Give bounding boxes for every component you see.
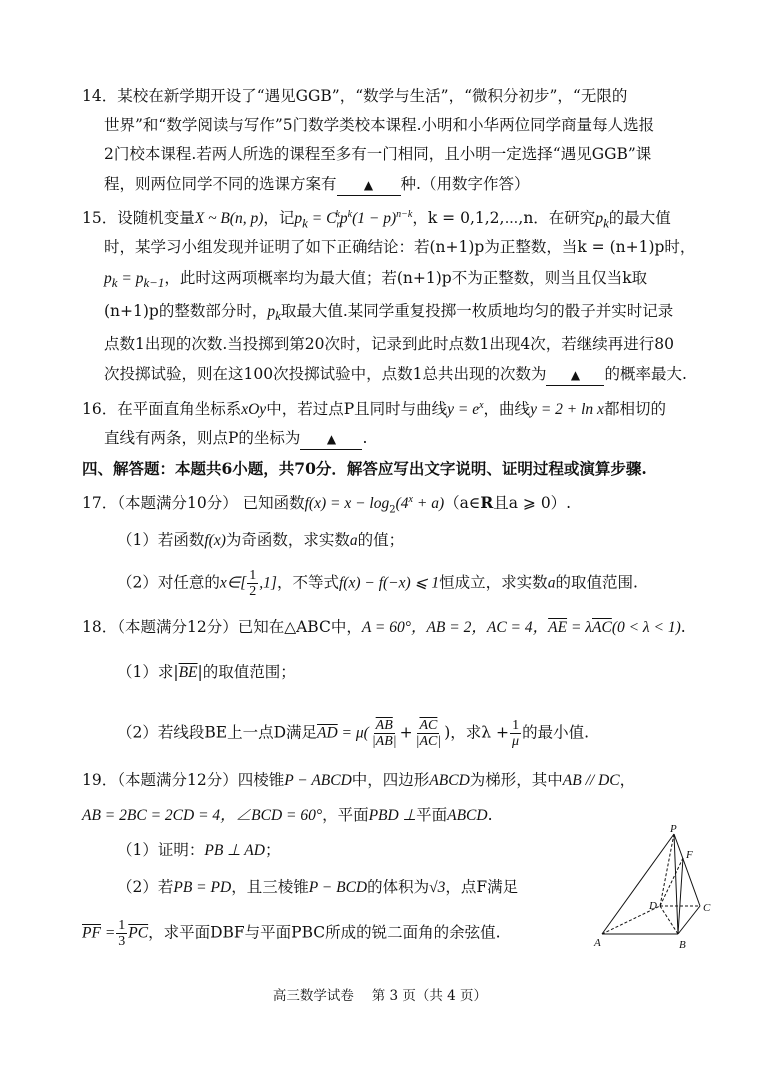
q17-text: 17．（本题满分10分） 已知函数 bbox=[82, 494, 305, 513]
math: xOy bbox=[241, 401, 267, 419]
math: |AB| bbox=[371, 734, 397, 749]
q17-line-1 bbox=[82, 490, 571, 520]
q18-text: |的取值范围； bbox=[197, 663, 296, 681]
math: p bbox=[104, 270, 112, 287]
answer-blank-16 bbox=[300, 429, 362, 450]
q18-part-2 bbox=[117, 718, 589, 749]
q17-part-2 bbox=[117, 568, 638, 599]
label-C: C bbox=[703, 902, 711, 914]
fraction bbox=[247, 568, 258, 599]
math: P − BCD bbox=[308, 879, 368, 896]
q16-text: . bbox=[362, 429, 368, 447]
triangle-icon: ▲ bbox=[363, 178, 374, 192]
q16-text: 都相切的 bbox=[603, 400, 666, 419]
numerator: 1 bbox=[249, 568, 257, 583]
q19-text: 19．（本题满分12分）四棱锥 bbox=[82, 771, 285, 789]
answer-blank-15 bbox=[546, 365, 604, 386]
math: k bbox=[603, 215, 609, 231]
vector: $\overline{BE}$ bbox=[178, 664, 198, 681]
q18-text: . bbox=[680, 618, 686, 636]
math: n bbox=[336, 219, 342, 231]
math: + a) bbox=[413, 495, 445, 513]
q16-text: 直线有两条，则点P的坐标为 bbox=[104, 429, 301, 447]
page-footer: 高三数学试卷 第 3 页（共 4 页） bbox=[272, 988, 488, 1004]
math: X ~ B(n, p) bbox=[194, 210, 264, 228]
edge-FB bbox=[678, 858, 683, 934]
q19-text: ，且三棱锥 bbox=[231, 878, 309, 896]
numerator: 1 bbox=[118, 918, 126, 933]
q17-text: 的取值范围. bbox=[555, 573, 638, 592]
q19-text: （1）证明： bbox=[117, 841, 205, 859]
section-heading: 四、解答题：本题共6小题，共70分．解答应写出文字说明、证明过程或演算步骤. bbox=[82, 459, 647, 478]
q14-line-2: 世界”和“数学阅读与写作”5门数学类校本课程.小明和小华两位同学商量每人选报 bbox=[104, 116, 655, 134]
math: PB = PD bbox=[173, 879, 232, 896]
math: k−1 bbox=[143, 275, 165, 291]
math: y = 2 + ln x bbox=[530, 401, 604, 419]
math: x bbox=[408, 494, 413, 505]
q18-text: （2）若线段BE上一点D满足 bbox=[117, 723, 317, 742]
q19-text: ； bbox=[264, 841, 281, 859]
math: AB = 2BC = 2CD = 4，∠BCD = 60° bbox=[82, 807, 323, 824]
math: k bbox=[302, 215, 308, 231]
math: 2 bbox=[389, 504, 396, 516]
vector: $\overline{PF}$ bbox=[82, 924, 101, 942]
q18-part-1 bbox=[117, 662, 296, 683]
q15-text: 取最大值.某同学重复投掷一枚质地均匀的骰子并实时记录 bbox=[280, 302, 674, 320]
vector: $\overline{AC}$ bbox=[419, 718, 438, 733]
math: n−k bbox=[396, 209, 413, 220]
math: (1 − p) bbox=[352, 210, 397, 228]
vector: $\overline{AC}$ bbox=[592, 619, 612, 636]
q18-line-1 bbox=[82, 617, 686, 638]
edge-PB bbox=[674, 834, 678, 934]
q19-text: ，求平面DBF与平面PBC所成的锐二面角的余弦值. bbox=[148, 923, 501, 942]
q19-line-2 bbox=[82, 805, 493, 826]
fraction bbox=[116, 918, 127, 949]
vector: $\overline{AD}$ bbox=[317, 724, 338, 742]
q16-line-2 bbox=[104, 428, 367, 450]
math: x∈[ bbox=[219, 574, 247, 592]
q17-text: 为奇函数，求实数 bbox=[225, 531, 350, 549]
q15-line-1 bbox=[82, 205, 671, 235]
math: = p bbox=[117, 270, 144, 287]
edge-PA bbox=[602, 834, 674, 934]
q17-text: ，不等式 bbox=[276, 573, 339, 592]
q15-line-3 bbox=[104, 268, 647, 293]
edge-PD bbox=[660, 834, 674, 906]
q19-part-2 bbox=[117, 877, 518, 898]
math: A = 60°，AB = 2，AC = 4， bbox=[361, 619, 549, 636]
q15-text: 的最大值 bbox=[608, 209, 671, 228]
q15-text: 次投掷试验，则在这100次投掷试验中，点数1总共出现的次数为 bbox=[104, 365, 547, 383]
math: AB // DC bbox=[562, 772, 620, 789]
edge-BC bbox=[678, 906, 700, 934]
q17-part-1 bbox=[117, 530, 404, 551]
math: ,1] bbox=[259, 574, 277, 592]
denominator: μ bbox=[512, 734, 520, 749]
math: R bbox=[480, 493, 494, 513]
q16-text: ，曲线 bbox=[483, 400, 531, 419]
label-P: P bbox=[670, 823, 677, 835]
math: f(x) bbox=[204, 532, 226, 549]
q15-text: 15．设随机变量 bbox=[82, 209, 195, 228]
q19-text: ，点F满足 bbox=[445, 878, 519, 896]
q19-text: 平面 bbox=[416, 806, 448, 824]
q19-text: 为梯形，其中 bbox=[469, 771, 563, 789]
fraction bbox=[414, 718, 444, 749]
label-D: D bbox=[649, 900, 657, 912]
q15-line-2: 时，某学习小组发现并证明了如下正确结论：若(n+1)p为正整数，当k = (n+1)p时， bbox=[104, 238, 696, 256]
math: p bbox=[294, 210, 303, 228]
triangle-icon: ▲ bbox=[326, 432, 337, 446]
math: ) bbox=[444, 723, 451, 742]
label-B: B bbox=[679, 939, 686, 951]
q18-text: （1）求| bbox=[117, 663, 179, 681]
q19-text: ，平面 bbox=[322, 806, 369, 824]
q15-text: ，此时这两项概率均为最大值；若(n+1)p不为正整数，则当且仅当k取 bbox=[164, 269, 648, 287]
math: P − ABCD bbox=[284, 772, 352, 789]
q14-line-3: 2门校本课程.若两人所选的课程至多有一门相同，且小明一定选择“遇见GGB”课 bbox=[104, 145, 652, 163]
q16-text: 16．在平面直角坐标系 bbox=[82, 400, 242, 419]
q17-text: （a∈ bbox=[444, 494, 481, 513]
q19-text: 的体积为 bbox=[367, 878, 430, 896]
math: = C bbox=[307, 210, 337, 228]
math: k bbox=[347, 209, 353, 220]
q18-text: 的最小值. bbox=[522, 723, 590, 742]
denominator: 3 bbox=[118, 934, 126, 949]
q17-text: （1）若函数 bbox=[117, 531, 205, 549]
label-F: F bbox=[686, 849, 693, 861]
vector: $\overline{AB}$ bbox=[375, 718, 393, 733]
q19-part-2-cont bbox=[82, 918, 501, 949]
fraction bbox=[370, 718, 399, 749]
pyramid-figure bbox=[590, 822, 720, 957]
math: ABCD bbox=[447, 807, 488, 824]
math: f(x) = x − log bbox=[304, 495, 390, 513]
q17-text: 且a ⩾ 0）. bbox=[493, 494, 572, 513]
math: k bbox=[275, 308, 281, 324]
math: k bbox=[335, 209, 340, 220]
vector: $\overline{AE}$ bbox=[548, 619, 568, 636]
q19-text: （2）若 bbox=[117, 878, 174, 896]
math: x bbox=[479, 400, 484, 411]
math: k bbox=[111, 275, 118, 291]
q17-text: （2）对任意的 bbox=[117, 573, 220, 592]
edge-PC bbox=[674, 834, 700, 906]
q16-text: 中，若过点P且同时与曲线 bbox=[266, 400, 448, 419]
q19-line-1 bbox=[82, 770, 635, 791]
q14-line-1: 14．某校在新学期开设了“遇见GGB”，“数学与生活”，“微积分初步”，“无限的 bbox=[82, 87, 628, 105]
math: p bbox=[339, 210, 348, 228]
math: = μ( bbox=[337, 724, 369, 742]
q15-text: 的概率最大. bbox=[604, 365, 687, 383]
math: f(x) − f(−x) ⩽ 1 bbox=[338, 574, 440, 592]
q14-text: 程，则两位同学不同的选课方案有 bbox=[104, 175, 337, 193]
numerator: 1 bbox=[512, 718, 520, 733]
denominator: 2 bbox=[249, 584, 257, 599]
answer-blank-14 bbox=[337, 175, 401, 196]
math: a bbox=[547, 574, 556, 592]
math: = bbox=[100, 924, 116, 942]
q15-line-5: 点数1出现的次数.当投掷到第20次时，记录到此时点数1出现4次，若继续再进行80 bbox=[104, 335, 674, 353]
math: PBD ⊥ bbox=[368, 807, 417, 824]
math: PB ⊥ AD bbox=[204, 842, 265, 859]
vector: $\overline{PC}$ bbox=[128, 924, 149, 942]
math: (4 bbox=[395, 495, 409, 513]
q15-line-6 bbox=[104, 364, 687, 386]
math: y = e bbox=[447, 401, 480, 419]
fraction bbox=[510, 718, 521, 749]
math: |AC| bbox=[415, 734, 442, 749]
label-A: A bbox=[594, 937, 601, 949]
math: √3 bbox=[429, 879, 446, 896]
q16-line-1 bbox=[82, 396, 666, 420]
q19-part-1 bbox=[117, 840, 280, 861]
edge-DB bbox=[660, 906, 678, 934]
math: p bbox=[267, 303, 276, 320]
math: ABCD bbox=[429, 772, 470, 789]
math: (0 < λ < 1) bbox=[611, 619, 681, 636]
q17-text: 的值； bbox=[357, 531, 405, 549]
q19-text: ， bbox=[619, 771, 636, 789]
math: a bbox=[349, 532, 358, 549]
q14-text: 种.（用数字作答） bbox=[400, 175, 530, 193]
q15-text: (n+1)p的整数部分时， bbox=[104, 302, 268, 320]
math: p bbox=[595, 210, 604, 228]
q19-text: 中，四边形 bbox=[351, 771, 430, 789]
edge-DF bbox=[660, 858, 683, 906]
q14-line-4 bbox=[104, 174, 529, 196]
q17-text: 恒成立，求实数 bbox=[439, 573, 548, 592]
q18-text: ，求λ + bbox=[450, 723, 510, 742]
math: = λ bbox=[567, 619, 592, 636]
q15-line-4 bbox=[104, 301, 673, 326]
q18-text: 18．（本题满分12分）已知在△ABC中， bbox=[82, 618, 362, 636]
q15-text: ，记 bbox=[263, 209, 295, 228]
q19-text: . bbox=[487, 806, 493, 824]
q15-text: ，k = 0,1,2,⋯,n．在研究 bbox=[412, 209, 596, 228]
triangle-icon: ▲ bbox=[570, 368, 581, 382]
math: + bbox=[399, 723, 413, 742]
